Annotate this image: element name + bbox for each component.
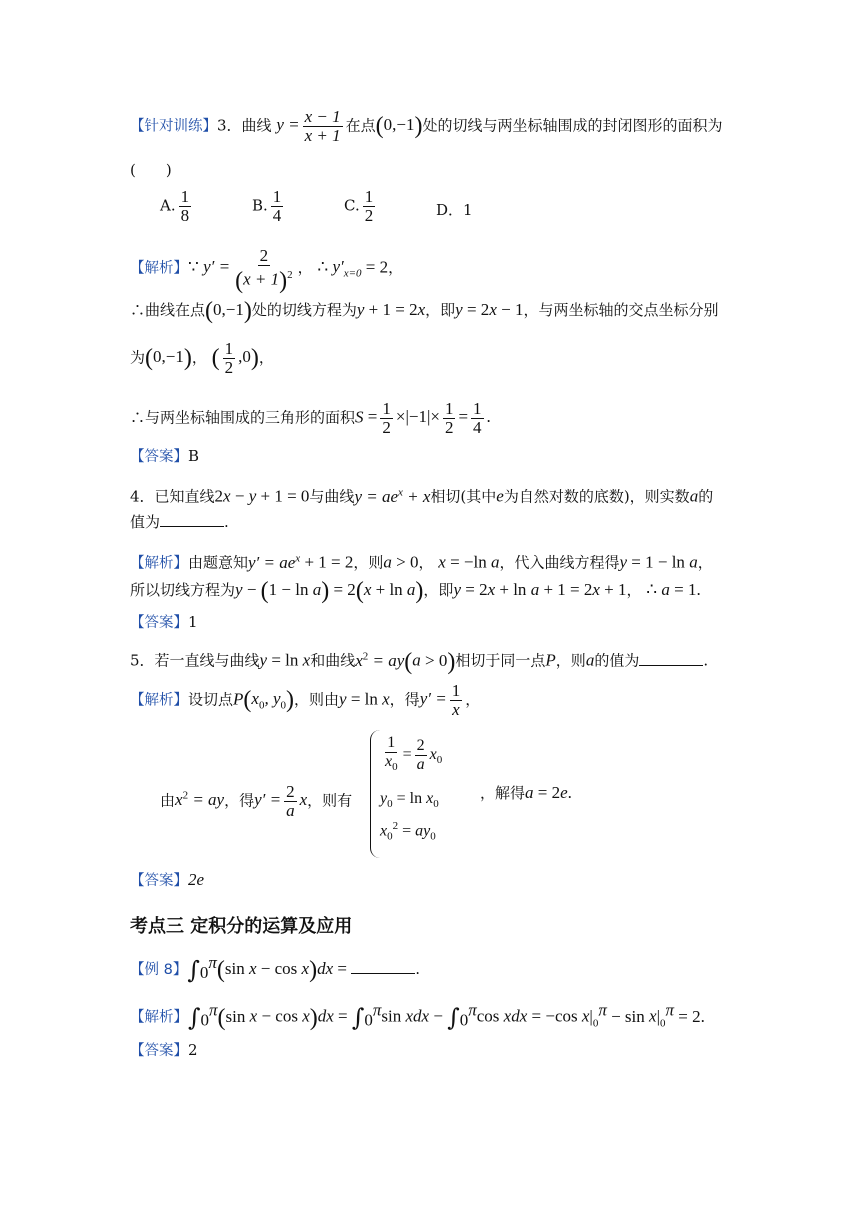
q4-statement: 4．已知直线2x − y + 1 = 0与曲线$y = ae^x + x$相切(其中e为自然对数的底数)，则实数a的 bbox=[130, 486, 714, 506]
q5-solution-line1: 【解析】设切点$P(x_0$, $y_0$)，则由y = ln x，得y′ = $\frac{1}{x}$ ， bbox=[130, 681, 481, 719]
example8-answer: 【答案】2 bbox=[130, 1041, 198, 1059]
option-a: A. $\frac{1}{8}$ bbox=[160, 187, 190, 225]
answer-blank[interactable] bbox=[160, 512, 224, 527]
q3-paren: ( ) bbox=[130, 161, 172, 179]
q4-line2: 值为 . bbox=[130, 513, 229, 531]
training-tag: 【针对训练】 bbox=[130, 118, 217, 135]
q5-solution-tail: ，解得a = 2e. bbox=[480, 783, 572, 802]
q3-number: 3．曲线 bbox=[217, 116, 272, 135]
option-b: B. $\frac{1}{4}$ bbox=[252, 187, 282, 225]
section-title: 考点三 定积分的运算及应用 bbox=[130, 916, 353, 937]
q3-solution-line1: 【解析】∵ y′ = $\frac{2}{(x + 1)^2}$ ， ∴ $y'_{x=0} = 2$， bbox=[130, 246, 404, 294]
q3-text-after2: 处的切线与两坐标轴围成的封闭图形的面积为 bbox=[422, 116, 723, 135]
option-d: D．1 bbox=[436, 201, 473, 219]
analysis-tag: 【解析】 bbox=[130, 260, 188, 277]
q3-text-after: 在点 bbox=[345, 116, 376, 135]
answer-blank[interactable] bbox=[639, 651, 703, 666]
q4-answer: 【答案】1 bbox=[130, 613, 198, 631]
q3-solution-line3: 为(0,−1)， ( $\frac{1}{2}$ ,0)， bbox=[130, 339, 274, 377]
q3-solution-line2: ∴曲线在点(0,−1)处的切线方程为y + 1 = 2x，即y = 2x − 1，与两坐标轴的交点坐标分别 bbox=[130, 298, 719, 325]
q3-point: (0,−1) bbox=[375, 113, 423, 140]
example8-statement: 【例 8】$\int_0^\pi(\sin$ x − cos x)dx = . bbox=[130, 953, 420, 984]
q3-curve-formula: y = $\frac{x - 1}{x + 1}$ bbox=[276, 107, 341, 145]
q5-answer: 【答案】2e bbox=[130, 870, 205, 889]
example8-solution: 【解析】$\int_0^\pi(\sin$ $x - \cos x)dx = \int_0^\pi\sin$ xdx − $\int_0^\pi\cos$ xdx = −cos $x|_0^\pi - \sin x|_0^\pi = 2$. bbox=[130, 1000, 705, 1032]
q3-answer: 【答案】B bbox=[130, 447, 200, 465]
answer-blank[interactable] bbox=[351, 959, 415, 974]
q4-solution-line1: 【解析】由题意知$y' = ae^x + 1 = 2$，则a > 0， x = −ln a，代入曲线方程得y = 1 − ln a， bbox=[130, 552, 713, 572]
q3-statement bbox=[130, 108, 723, 145]
equation-system: $\frac{1}{x_0}$ = $\frac{2}{a}$ $x_0$ $y_0 = \ln x_0$ $x_0^2 = ay_0$ bbox=[370, 730, 480, 860]
q3-solution-line4: ∴与两坐标轴围成的三角形的面积S = $\frac{1}{2}$ ×|−1|× $\frac{1}{2}$ = $\frac{1}{4}$ . bbox=[130, 399, 491, 437]
q4-solution-line2: 所以切线方程为y − (1 − ln a) = 2(x + ln a)，即y = 2x + ln a + 1 = 2x + 1， ∴ a = 1. bbox=[130, 578, 701, 605]
option-c: C. $\frac{1}{2}$ bbox=[344, 187, 374, 225]
q5-statement: 5．若一直线与曲线y = ln x和曲线$x^2 = ay(a > 0)$相切于同一点P，则a的值为 . bbox=[130, 648, 709, 675]
q5-solution-line2: 由$x^2$ = ay，得y′ = $\frac{2}{a}$ x，则有 bbox=[160, 782, 353, 820]
